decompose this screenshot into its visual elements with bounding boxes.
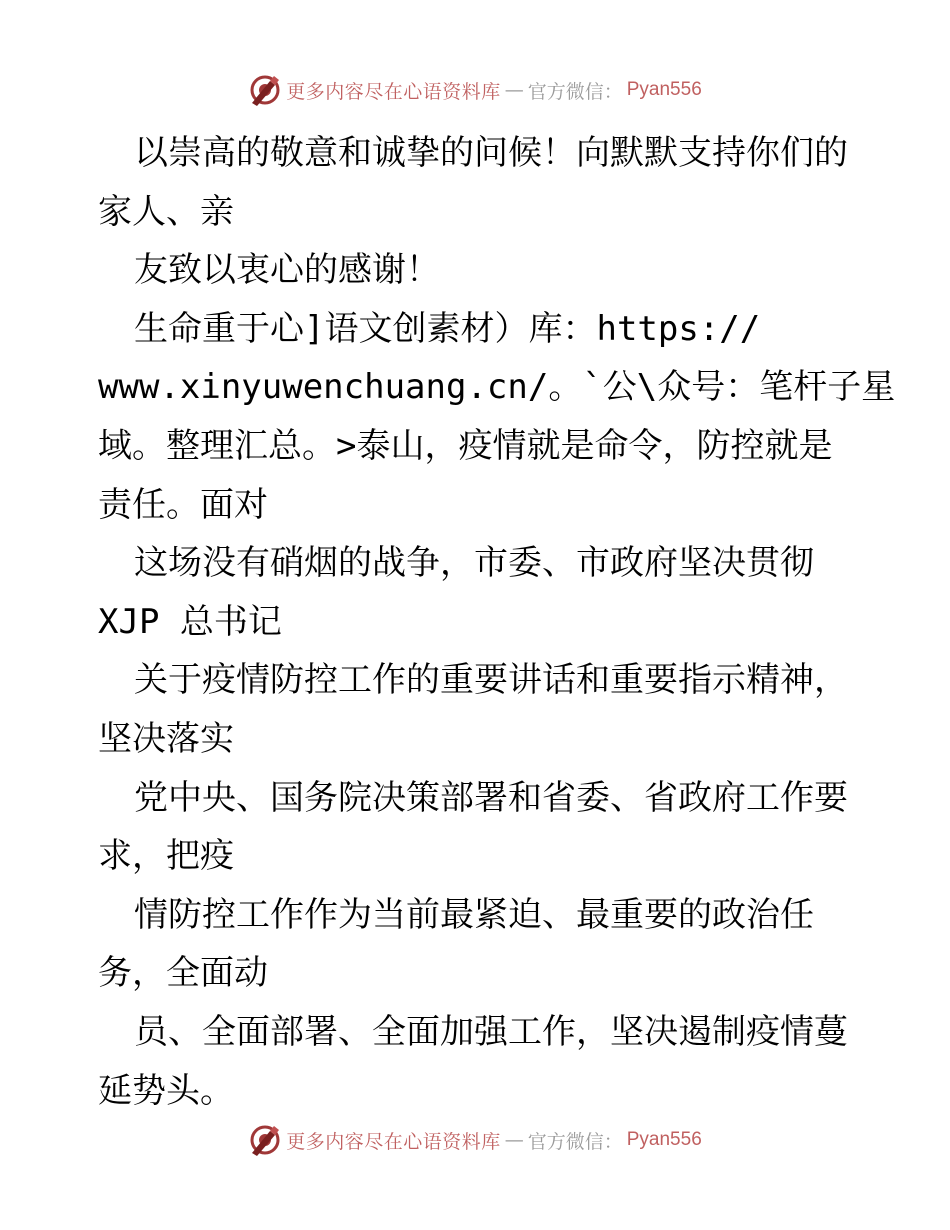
body-line: 员、全面部署、全面加强工作，坚决遏制疫情蔓 bbox=[134, 1011, 848, 1052]
header-site-text: 更多内容尽在心语资料库 bbox=[286, 80, 501, 103]
footer-banner-inner bbox=[248, 1123, 702, 1157]
body-line: 责任。面对 bbox=[98, 484, 268, 525]
footer-banner bbox=[0, 1120, 950, 1160]
body-line: 求，把疫 bbox=[98, 836, 234, 877]
body-line: 延势头。 bbox=[98, 1070, 234, 1111]
pen-logo-icon bbox=[248, 1123, 282, 1157]
body-line: www.xinyuwenchuang.cn/。`公\众号：笔杆子星 bbox=[98, 367, 896, 408]
header-wechat-label: 官方微信： bbox=[527, 80, 623, 103]
body-line: 关于疫情防控工作的重要讲话和重要指示精神， bbox=[134, 660, 848, 701]
footer-site-text: 更多内容尽在心语资料库 bbox=[286, 1130, 501, 1153]
body-line: 以崇高的敬意和诚挚的问候！向默默支持你们的 bbox=[134, 133, 848, 173]
header-separator: — bbox=[504, 79, 524, 101]
pen-logo-icon bbox=[248, 73, 282, 107]
body-line: 情防控工作作为当前最紧迫、最重要的政治任 bbox=[134, 894, 814, 935]
footer-wechat-id: Pyan556 bbox=[626, 1129, 702, 1150]
body-line: 坚决落实 bbox=[98, 718, 234, 759]
body-line: 域。整理汇总。>泰山，疫情就是命令，防控就是 bbox=[98, 425, 833, 466]
header-banner bbox=[0, 70, 950, 110]
header-banner-inner bbox=[248, 73, 702, 107]
body-line: 党中央、国务院决策部署和省委、省政府工作要 bbox=[134, 777, 848, 818]
footer-separator: — bbox=[504, 1129, 524, 1151]
body-line: XJP 总书记 bbox=[98, 601, 282, 642]
document-body bbox=[98, 124, 896, 1120]
body-line: 生命重于心]语文创素材）库：https:// bbox=[134, 308, 761, 349]
body-line: 这场没有硝烟的战争，市委、市政府坚决贯彻 bbox=[134, 543, 814, 584]
footer-wechat-label: 官方微信： bbox=[527, 1130, 623, 1153]
header-wechat-id: Pyan556 bbox=[626, 79, 702, 100]
body-line: 务，全面动 bbox=[98, 953, 268, 994]
body-line: 家人、亲 bbox=[98, 191, 234, 232]
body-line: 友致以衷心的感谢！ bbox=[134, 250, 440, 291]
